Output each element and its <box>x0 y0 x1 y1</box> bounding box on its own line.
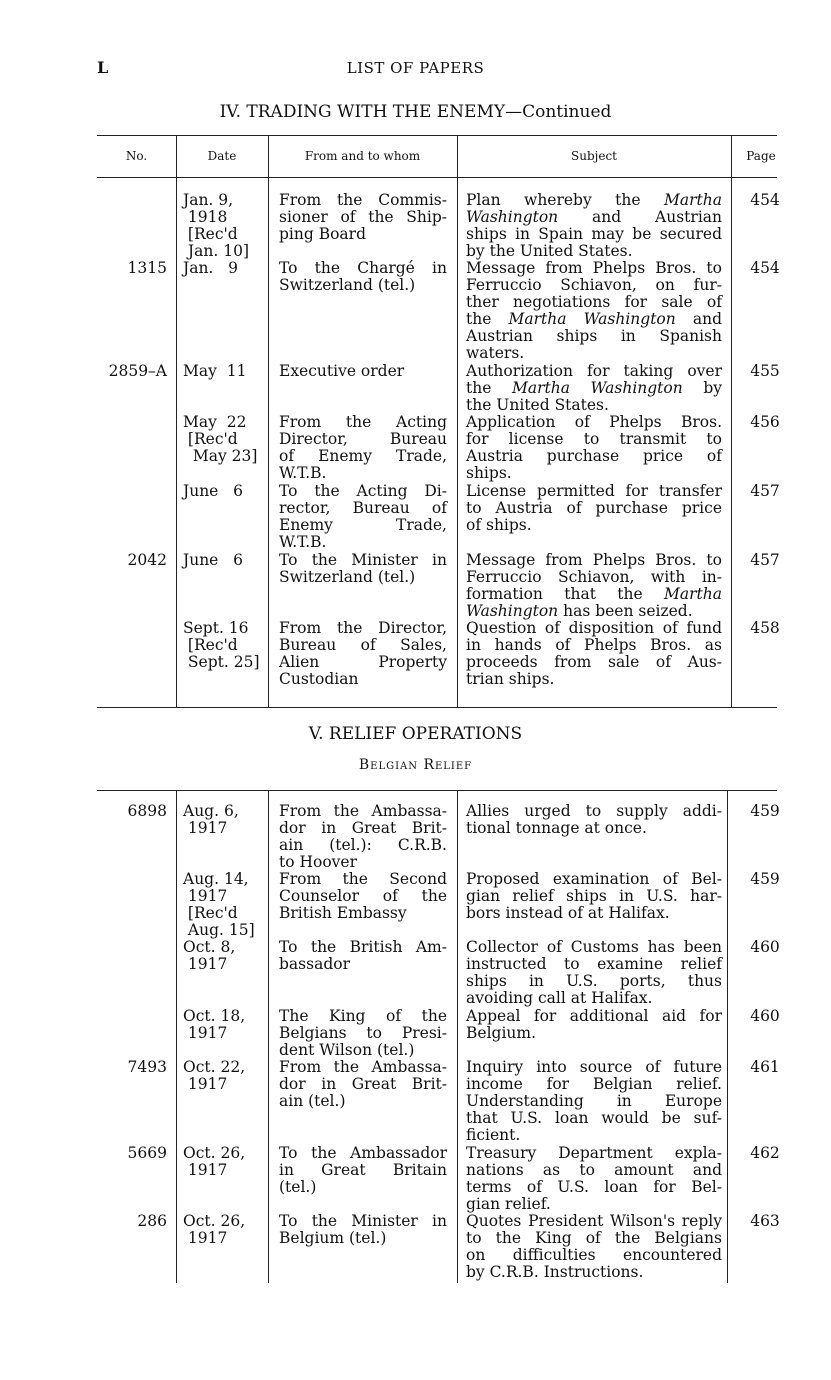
page-number: 455 <box>750 362 780 380</box>
subject: Treasury Department expla- nations as to amount and terms of U.S. loan for Bel- gian relief. <box>466 1144 722 1213</box>
table-iv-divider <box>268 136 269 707</box>
document-number: 6898 <box>127 802 167 820</box>
from-and-to-whom: From the Commis- sioner of the Ship- ping Board <box>279 191 447 243</box>
page-number: 460 <box>750 938 780 956</box>
document-date: Aug. 6, 1917 <box>183 802 239 837</box>
subject: Plan whereby the Martha Washington and Austrian ships in Spain may be secured by the United States. <box>466 191 722 260</box>
from-and-to-whom: From the Second Counselor of the British Embassy <box>279 870 447 922</box>
column-header-page: Page <box>746 149 776 163</box>
document-date: Oct. 26, 1917 <box>183 1144 246 1179</box>
page-number: 454 <box>750 259 780 277</box>
document-date: Jan. 9 <box>183 259 239 277</box>
from-and-to-whom: From the Director, Bureau of Sales, Alien Property Custodian <box>279 619 447 688</box>
document-number: 286 <box>137 1212 167 1230</box>
from-and-to-whom: To the Chargé in Switzerland (tel.) <box>279 259 447 294</box>
from-and-to-whom: The King of the Belgians to Presi- dent Wilson (tel.) <box>279 1007 447 1059</box>
page-number: 459 <box>750 870 780 888</box>
subject: Quotes President Wilson's reply to the King of the Belgians on difficulties encountered by C.R.B. Instructions. <box>466 1212 722 1281</box>
from-and-to-whom: From the Ambassa- dor in Great Brit- ain (tel.): C.R.B. to Hoover <box>279 802 447 871</box>
document-number: 1315 <box>127 259 167 277</box>
from-and-to-whom: To the Acting Di- rector, Bureau of Enemy Trade, W.T.B. <box>279 482 447 551</box>
table-iv-top-rule <box>97 135 777 136</box>
document-date: June 6 <box>183 551 243 569</box>
subject: Allies urged to supply addi- tional tonnage at once. <box>466 802 722 837</box>
subject: Collector of Customs has been instructed to examine relief ships in U.S. ports, thus avoiding call at Halifax. <box>466 938 722 1007</box>
table-v-divider <box>176 791 177 1283</box>
section-iv-title: IV. TRADING WITH THE ENEMY—Continued <box>219 102 612 122</box>
subject: Message from Phelps Bros. to Ferruccio Schiavon, with in- formation that the Martha Washington has been seized. <box>466 551 722 620</box>
subject: Authorization for taking over the Martha Washington by the United States. <box>466 362 723 414</box>
table-iv-head-rule <box>97 177 777 178</box>
subject: Application of Phelps Bros. for license to transmit to Austria purchase price of ships. <box>466 413 722 482</box>
table-iv-divider <box>731 136 732 707</box>
page-number: 463 <box>750 1212 780 1230</box>
table-v-divider <box>268 791 269 1283</box>
page-number: 457 <box>750 551 780 569</box>
subsection-title: Belgian Relief <box>358 757 473 773</box>
from-and-to-whom: To the Minister in Switzerland (tel.) <box>279 551 447 586</box>
from-and-to-whom: Executive order <box>279 362 405 380</box>
subject: Appeal for additional aid for Belgium. <box>466 1007 722 1042</box>
document-date: Oct. 22, 1917 <box>183 1058 246 1093</box>
table-v-divider <box>457 791 458 1283</box>
subject: License permitted for transfer to Austria of purchase price of ships. <box>466 482 722 534</box>
section-v-title: V. RELIEF OPERATIONS <box>308 724 523 744</box>
column-header-date: Date <box>207 149 237 163</box>
page-label: L <box>97 58 109 77</box>
document-date: Oct. 18, 1917 <box>183 1007 246 1042</box>
table-iv-divider <box>457 136 458 707</box>
document-number: 2042 <box>127 551 167 569</box>
table-iv-divider <box>176 136 177 707</box>
subject: Message from Phelps Bros. to Ferruccio Schiavon, on fur- ther negotiations for sale of the Martha Washington and Austrian ships in Spanish waters. <box>466 259 722 362</box>
from-and-to-whom: From the Acting Director, Bureau of Enemy Trade, W.T.B. <box>279 413 447 482</box>
table-v-top-rule <box>97 790 777 791</box>
document-date: June 6 <box>183 482 243 500</box>
document-date: Oct. 26, 1917 <box>183 1212 246 1247</box>
document-number: 2859–A <box>108 362 167 380</box>
from-and-to-whom: From the Ambassa- dor in Great Brit- ain (tel.) <box>279 1058 447 1110</box>
page-number: 457 <box>750 482 780 500</box>
page-number: 461 <box>750 1058 780 1076</box>
document-date: May 11 <box>183 362 247 380</box>
running-title: LIST OF PAPERS <box>346 59 485 77</box>
from-and-to-whom: To the British Am- bassador <box>279 938 447 973</box>
document-date: Jan. 9, 1918 [Rec'd Jan. 10] <box>183 191 249 260</box>
subject: Question of disposition of fund in hands of Phelps Bros. as proceeds from sale of Aus- trian ships. <box>466 619 722 688</box>
page-number: 458 <box>750 619 780 637</box>
document-date: Aug. 14, 1917 [Rec'd Aug. 15] <box>183 870 255 939</box>
from-and-to-whom: To the Ambassador in Great Britain (tel.) <box>279 1144 447 1196</box>
document-date: Oct. 8, 1917 <box>183 938 236 973</box>
column-header-subject: Subject <box>571 149 617 163</box>
document-number: 5669 <box>127 1144 167 1162</box>
column-header-from: From and to whom <box>304 149 421 163</box>
page-number: 462 <box>750 1144 780 1162</box>
document-number: 7493 <box>127 1058 167 1076</box>
table-v-divider <box>727 791 728 1283</box>
column-header-no: No. <box>125 149 148 163</box>
table-iv-bottom-rule <box>97 707 777 708</box>
from-and-to-whom: To the Minister in Belgium (tel.) <box>279 1212 447 1247</box>
subject: Inquiry into source of future income for Belgian relief. Understanding in Europe that U.S. loan would be suf- ficient. <box>466 1058 722 1144</box>
subject: Proposed examination of Bel- gian relief ships in U.S. har- bors instead of at Halifax. <box>466 870 722 922</box>
document-date: May 22 [Rec'd May 23] <box>183 413 258 465</box>
page-number: 454 <box>750 191 780 209</box>
page-number: 460 <box>750 1007 780 1025</box>
page-number: 459 <box>750 802 780 820</box>
document-date: Sept. 16 [Rec'd Sept. 25] <box>183 619 260 671</box>
page-number: 456 <box>750 413 780 431</box>
